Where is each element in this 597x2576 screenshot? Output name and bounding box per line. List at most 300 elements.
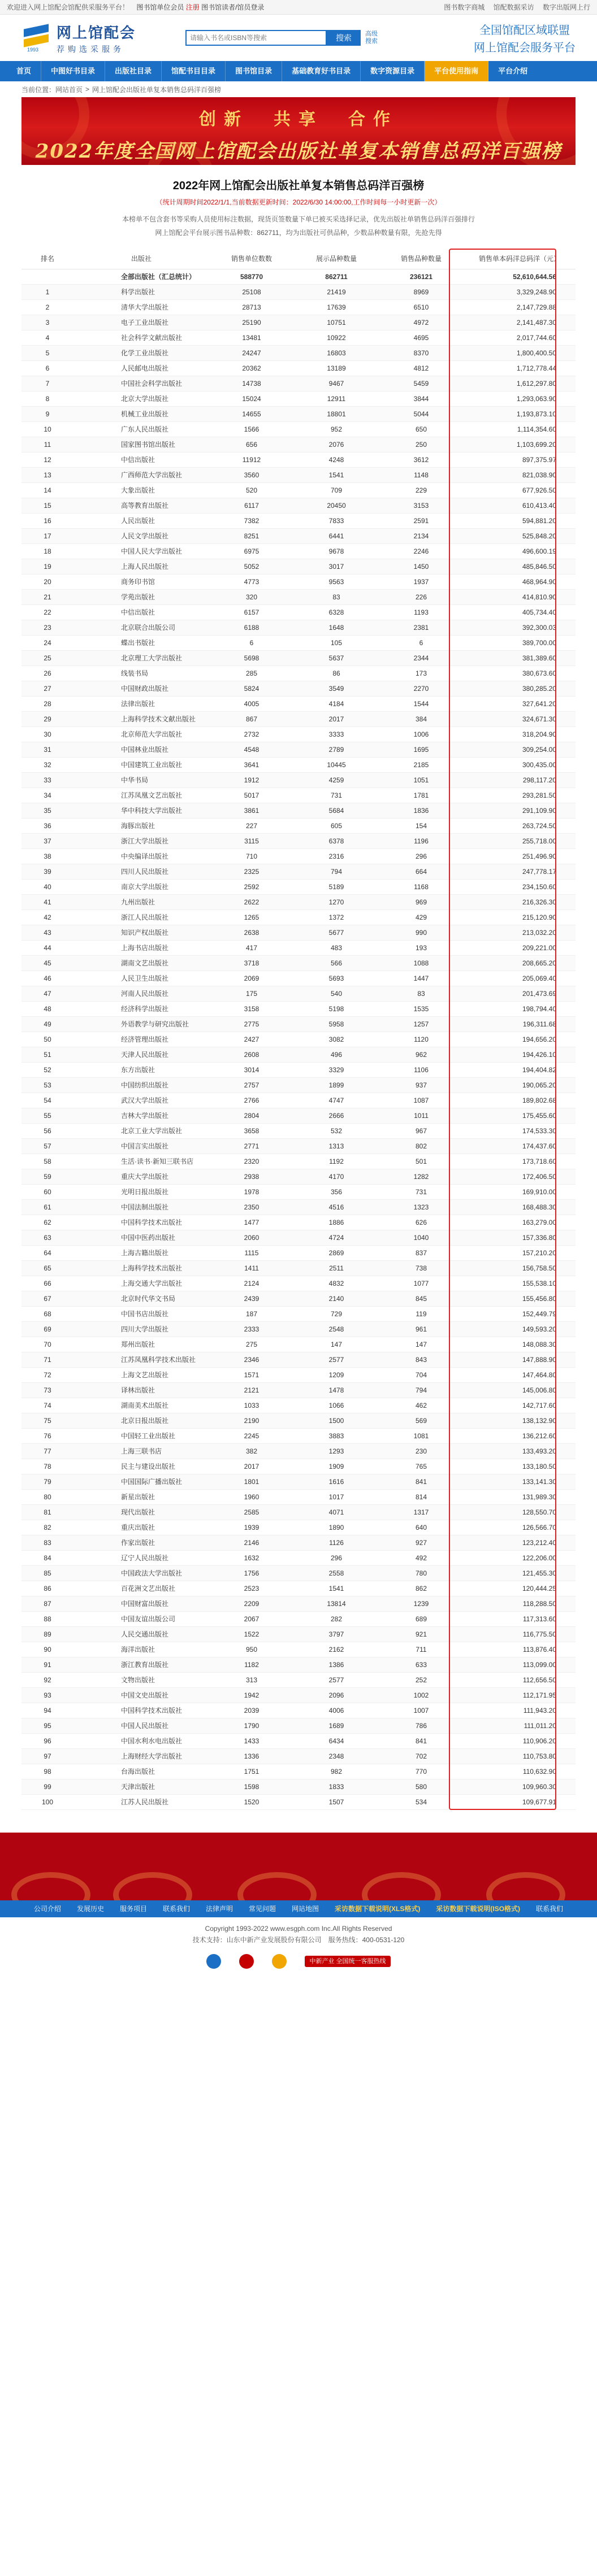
sold-titles-cell: 845 [379,1291,464,1306]
total-value-cell: 380,673.60 [464,665,576,681]
publisher-cell[interactable]: 商务印书馆 [73,574,209,589]
total-value-cell: 525,848.20 [464,528,576,543]
footer-link[interactable]: 常见问题 [249,1905,276,1913]
publisher-cell[interactable]: 中国轻工业出版社 [73,1428,209,1443]
units-cell: 4548 [209,742,294,757]
publisher-cell[interactable]: 江苏人民出版社 [73,1794,209,1809]
publisher-cell[interactable]: 中国纺织出版社 [73,1077,209,1093]
publisher-cell[interactable]: 海豚出版社 [73,818,209,833]
rank-cell: 58 [21,1154,73,1169]
service-hotline-badge[interactable]: 中新产业 全国统一客服热线 [305,1956,390,1967]
sold-titles-cell: 626 [379,1215,464,1230]
reader-login-link[interactable]: 图书馆读者/馆员登录 [201,3,265,11]
sold-titles-cell: 193 [379,940,464,955]
total-value-cell: 138,132.90 [464,1413,576,1428]
total-value-cell: 300,435.00 [464,757,576,772]
units-cell: 588770 [209,269,294,284]
footer-link[interactable]: 联系我们 [162,1905,190,1913]
footer-link[interactable]: 公司介绍 [33,1905,61,1913]
publisher-cell[interactable]: 知识产权出版社 [73,925,209,940]
units-cell: 24247 [209,345,294,360]
rank-cell: 95 [21,1718,73,1733]
publisher-cell[interactable]: 生活·读书·新知三联书店 [73,1154,209,1169]
total-value-cell: 594,881.20 [464,513,576,528]
publisher-cell[interactable]: 湖南美术出版社 [73,1398,209,1413]
total-value-cell: 198,794.40 [464,1001,576,1016]
rank-cell: 8 [21,391,73,406]
publisher-cell[interactable]: 九州出版社 [73,894,209,910]
publisher-cell[interactable]: 江苏凤凰科学技术出版社 [73,1352,209,1367]
footer-link-iso-guide[interactable]: 采访数据下载说明(ISO格式) [436,1905,521,1913]
units-cell: 2320 [209,1154,294,1169]
rank-cell: 99 [21,1779,73,1794]
units-cell: 2439 [209,1291,294,1306]
publisher-cell[interactable]: 上海交通大学出版社 [73,1276,209,1291]
publisher-cell[interactable]: 中国水利水电出版社 [73,1733,209,1748]
sold-titles-cell: 83 [379,986,464,1001]
publisher-cell[interactable]: 人民交通出版社 [73,1626,209,1642]
publisher-cell[interactable]: 中国政法大学出版社 [73,1565,209,1581]
table-row [21,1199,576,1215]
publisher-cell[interactable]: 中国人民出版社 [73,1718,209,1733]
table-row [21,803,576,818]
shown-titles-cell: 952 [294,421,379,437]
publisher-cell[interactable]: 社会科学文献出版社 [73,330,209,345]
advanced-search-link[interactable]: 高级搜索 [365,31,378,45]
publisher-cell[interactable]: 四川大学出版社 [73,1321,209,1337]
publisher-cell[interactable]: 中国科学技术出版社 [73,1215,209,1230]
publisher-cell[interactable]: 北京日报出版社 [73,1413,209,1428]
publisher-cell[interactable]: 清华大学出版社 [73,299,209,315]
nav-digital-resources[interactable]: 数字资源目录 [361,61,425,81]
publisher-cell[interactable]: 重庆大学出版社 [73,1169,209,1184]
units-cell: 1520 [209,1794,294,1809]
shown-titles-cell: 1270 [294,894,379,910]
publisher-cell[interactable]: 全部出版社（汇总统计） [73,269,209,284]
publisher-cell[interactable]: 中信出版社 [73,452,209,467]
units-cell: 5052 [209,559,294,574]
rank-cell: 68 [21,1306,73,1321]
publisher-cell[interactable]: 吉林大学出版社 [73,1108,209,1123]
nav-platform-intro[interactable]: 平台介绍 [498,67,528,75]
publisher-cell[interactable]: 上海文艺出版社 [73,1367,209,1382]
publisher-cell[interactable]: 北京大学出版社 [73,391,209,406]
shown-titles-cell: 4724 [294,1230,379,1245]
publisher-cell[interactable]: 浙江大学出版社 [73,833,209,848]
rank-cell: 100 [21,1794,73,1809]
publisher-cell[interactable]: 经济科学出版社 [73,1001,209,1016]
shown-titles-cell: 2140 [294,1291,379,1306]
publisher-cell[interactable]: 百花洲文艺出版社 [73,1581,209,1596]
sold-titles-cell: 1323 [379,1199,464,1215]
nav-library-catalog[interactable]: 图书馆目录 [226,61,282,81]
table-row [21,467,576,482]
publisher-cell[interactable]: 郑州出版社 [73,1337,209,1352]
rank-cell: 25 [21,650,73,665]
rank-cell: 48 [21,1001,73,1016]
shown-titles-cell: 2558 [294,1565,379,1581]
publisher-cell[interactable]: 台海出版社 [73,1764,209,1779]
total-value-cell: 175,455.60 [464,1108,576,1123]
units-cell: 2804 [209,1108,294,1123]
publisher-cell[interactable]: 法律出版社 [73,696,209,711]
banner-title: 2022年度全国网上馆配会出版社单复本销售总码洋百强榜 [35,140,562,163]
table-row [21,1748,576,1764]
table-row [21,1382,576,1398]
rank-cell: 28 [21,696,73,711]
total-value-cell: 152,449.79 [464,1306,576,1321]
publisher-cell[interactable]: 南京大学出版社 [73,879,209,894]
breadcrumb-home[interactable]: 网站首页 [55,85,83,94]
total-value-cell: 133,141.30 [464,1474,576,1489]
publisher-cell[interactable]: 新星出版社 [73,1489,209,1504]
rank-cell: 57 [21,1138,73,1154]
sold-titles-cell: 967 [379,1123,464,1138]
publisher-cell[interactable]: 人民文学出版社 [73,528,209,543]
table-row [21,711,576,726]
table-row [21,391,576,406]
units-cell: 1756 [209,1565,294,1581]
publisher-cell[interactable]: 机械工业出版社 [73,406,209,421]
publisher-cell[interactable]: 中国财政出版社 [73,681,209,696]
total-value-cell: 157,336.80 [464,1230,576,1245]
publisher-cell[interactable]: 中国科学技术出版社 [73,1703,209,1718]
publisher-cell[interactable]: 中国文史出版社 [73,1687,209,1703]
rank-cell: 3 [21,315,73,330]
table-row [21,1032,576,1047]
footer-link[interactable]: 网站地图 [292,1905,319,1913]
table-row [21,726,576,742]
rank-cell: 82 [21,1520,73,1535]
sold-titles-cell: 640 [379,1520,464,1535]
publisher-cell[interactable]: 中国建筑工业出版社 [73,757,209,772]
shown-titles-cell: 3549 [294,681,379,696]
publisher-cell[interactable]: 北京工业大学出版社 [73,1123,209,1138]
china-logo-icon[interactable] [239,1954,256,1969]
shown-titles-cell: 4170 [294,1169,379,1184]
publisher-cell[interactable]: 河南人民出版社 [73,986,209,1001]
shown-titles-cell: 1899 [294,1077,379,1093]
digital-publishing-link[interactable]: 数字出版网上行 [542,3,590,11]
publisher-cell[interactable]: 上海古籍出版社 [73,1245,209,1260]
publisher-cell[interactable]: 上海财经大学出版社 [73,1748,209,1764]
publisher-cell[interactable]: 人民出版社 [73,513,209,528]
publisher-cell[interactable]: 中国财富出版社 [73,1596,209,1611]
publisher-cell[interactable]: 中国中医药出版社 [73,1230,209,1245]
units-cell: 1566 [209,421,294,437]
security-seal-icon[interactable] [272,1954,289,1969]
publisher-cell[interactable]: 中信出版社 [73,604,209,620]
table-row [21,1260,576,1276]
publisher-cell[interactable]: 外语教学与研究出版社 [73,1016,209,1032]
units-cell: 2190 [209,1413,294,1428]
rank-cell: 67 [21,1291,73,1306]
publisher-cell[interactable]: 天津人民出版社 [73,1047,209,1062]
rank-cell: 51 [21,1047,73,1062]
rank-cell: 26 [21,665,73,681]
publisher-cell[interactable]: 作家出版社 [73,1535,209,1550]
publisher-cell[interactable]: 文物出版社 [73,1672,209,1687]
publisher-cell[interactable]: 北京师范大学出版社 [73,726,209,742]
table-row [21,315,576,330]
total-value-cell: 156,758.50 [464,1260,576,1276]
sold-titles-cell: 689 [379,1611,464,1626]
units-cell: 1751 [209,1764,294,1779]
data-procurement-link[interactable]: 馆配数据采访 [493,3,534,11]
register-link[interactable]: 注册 [185,3,200,11]
units-cell: 227 [209,818,294,833]
publisher-cell[interactable]: 上海书店出版社 [73,940,209,955]
publisher-cell[interactable]: 上海人民出版社 [73,559,209,574]
shown-titles-cell: 566 [294,955,379,971]
total-value-cell: 2,147,729.88 [464,299,576,315]
units-cell: 3560 [209,467,294,482]
publisher-cell[interactable]: 人民邮电出版社 [73,360,209,376]
site-header [0,15,597,61]
rank-cell: 53 [21,1077,73,1093]
publisher-cell[interactable]: 中国书店出版社 [73,1306,209,1321]
search-input[interactable] [185,30,327,46]
table-row [21,1306,576,1321]
total-value-cell: 52,610,644.56 [464,269,576,284]
publisher-cell[interactable]: 人民卫生出版社 [73,971,209,986]
nav-usage-guide[interactable]: 平台使用指南 [425,61,488,81]
publisher-cell[interactable]: 化学工业出版社 [73,345,209,360]
page-banner [21,97,576,165]
rank-cell: 18 [21,543,73,559]
units-cell: 2067 [209,1611,294,1626]
publisher-cell[interactable]: 中国国际广播出版社 [73,1474,209,1489]
table-row [21,528,576,543]
rank-cell: 62 [21,1215,73,1230]
total-value-cell: 155,456.80 [464,1291,576,1306]
publisher-cell[interactable]: 电子工业出版社 [73,315,209,330]
publisher-cell[interactable]: 东方出版社 [73,1062,209,1077]
total-value-cell: 117,313.60 [464,1611,576,1626]
units-cell: 2069 [209,971,294,986]
footer-link[interactable]: 发展历史 [76,1905,104,1913]
site-logo[interactable] [21,21,168,55]
note-line: 网上馆配会平台展示图书品种数：862711，均为出版社可供品种，少数品种数量有限，先抢先得 [155,229,442,237]
footer-link[interactable]: 联系我们 [536,1905,564,1913]
table-row [21,1779,576,1794]
publisher-cell[interactable]: 天津出版社 [73,1779,209,1794]
table-row [21,940,576,955]
units-cell: 6157 [209,604,294,620]
publisher-cell[interactable]: 蝶出书版社 [73,635,209,650]
publisher-cell[interactable]: 民主与建设出版社 [73,1459,209,1474]
units-cell: 3861 [209,803,294,818]
publisher-cell[interactable]: 华中科技大学出版社 [73,803,209,818]
shown-titles-cell: 6434 [294,1733,379,1748]
sold-titles-cell: 226 [379,589,464,604]
publisher-cell[interactable]: 重庆出版社 [73,1520,209,1535]
units-cell: 2325 [209,864,294,879]
publisher-cell[interactable]: 北京联合出版公司 [73,620,209,635]
total-value-cell: 189,802.68 [464,1093,576,1108]
logo-title: 网上馆配会 [57,24,136,41]
rank-cell: 16 [21,513,73,528]
rank-cell: 50 [21,1032,73,1047]
publisher-cell[interactable]: 中国言实出版社 [73,1138,209,1154]
publisher-cell[interactable]: 海洋出版社 [73,1642,209,1657]
table-row [21,1733,576,1748]
shown-titles-cell: 1833 [294,1779,379,1794]
sold-titles-cell: 492 [379,1550,464,1565]
nav-home[interactable]: 首页 [7,61,41,81]
nav-zhongtu-catalog[interactable]: 中图好书目录 [41,61,105,81]
shown-titles-cell: 1500 [294,1413,379,1428]
rank-cell: 85 [21,1565,73,1581]
publisher-cell[interactable]: 上海科学技术出版社 [73,1260,209,1276]
total-value-cell: 163,279.00 [464,1215,576,1230]
units-cell: 313 [209,1672,294,1687]
publisher-cell[interactable]: 浙江教育出版社 [73,1657,209,1672]
sold-titles-cell: 569 [379,1413,464,1428]
footer-link[interactable]: 服务项目 [119,1905,147,1913]
sold-titles-cell: 1447 [379,971,464,986]
total-value-cell: 194,656.20 [464,1032,576,1047]
publisher-cell[interactable]: 光明日报出版社 [73,1184,209,1199]
shown-titles-cell: 1616 [294,1474,379,1489]
rank-cell: 52 [21,1062,73,1077]
member-login-link[interactable]: 图书馆单位会员 [136,3,184,11]
total-value-cell: 234,150.60 [464,879,576,894]
total-value-cell: 496,600.19 [464,543,576,559]
publisher-cell[interactable]: 广西师范大学出版社 [73,467,209,482]
publisher-cell[interactable]: 北京时代华文书局 [73,1291,209,1306]
units-cell: 2757 [209,1077,294,1093]
sold-titles-cell: 2246 [379,543,464,559]
sold-titles-cell: 1002 [379,1687,464,1703]
table-row [21,1047,576,1062]
shown-titles-cell: 1313 [294,1138,379,1154]
publisher-cell[interactable]: 高等教育出版社 [73,498,209,513]
total-value-cell: 110,753.80 [464,1748,576,1764]
units-cell: 2121 [209,1382,294,1398]
shown-titles-cell: 4071 [294,1504,379,1520]
nav-library-books-catalog[interactable]: 馆配书目目录 [162,61,226,81]
table-row [21,376,576,391]
publisher-cell[interactable]: 中国友谊出版公司 [73,1611,209,1626]
units-cell: 2146 [209,1535,294,1550]
table-row [21,1001,576,1016]
nav-basic-education-catalog[interactable]: 基础教育好书目录 [282,61,361,81]
publisher-cell[interactable]: 中国人民大学出版社 [73,543,209,559]
publisher-cell[interactable]: 江苏凤凰文艺出版社 [73,787,209,803]
publisher-cell[interactable]: 北京理工大学出版社 [73,650,209,665]
sold-titles-cell: 633 [379,1657,464,1672]
units-cell: 5824 [209,681,294,696]
shown-titles-cell: 2577 [294,1672,379,1687]
header-slogan: 全国馆配区域联盟 网上馆配会服务平台 [474,24,576,54]
publisher-cell[interactable]: 大象出版社 [73,482,209,498]
rank-cell: 96 [21,1733,73,1748]
shown-titles-cell: 1192 [294,1154,379,1169]
total-value-cell: 149,593.20 [464,1321,576,1337]
rank-cell: 98 [21,1764,73,1779]
publisher-cell[interactable]: 上海科学技术文献出版社 [73,711,209,726]
col-shown-titles-header: 展示品种数量 [294,249,379,269]
publisher-cell[interactable]: 线装书局 [73,665,209,681]
total-value-cell: 172,406.50 [464,1169,576,1184]
rank-cell: 23 [21,620,73,635]
publisher-cell[interactable]: 国家图书馆出版社 [73,437,209,452]
rank-cell: 45 [21,955,73,971]
footer-link-xls-guide[interactable]: 采访数据下载说明(XLS格式) [335,1905,421,1913]
units-cell: 2039 [209,1703,294,1718]
table-row [21,1520,576,1535]
nav-publisher-catalog[interactable]: 出版社目录 [105,61,162,81]
top-bar-right [437,2,590,12]
publisher-cell[interactable]: 广东人民出版社 [73,421,209,437]
units-cell: 4005 [209,696,294,711]
search-button[interactable]: 搜索 [327,30,361,46]
units-cell: 1477 [209,1215,294,1230]
shown-titles-cell: 605 [294,818,379,833]
publisher-cell[interactable]: 现代出版社 [73,1504,209,1520]
police-badge-icon[interactable] [206,1954,223,1969]
footer-nav [0,1900,597,1917]
rank-cell: 9 [21,406,73,421]
sold-titles-cell: 384 [379,711,464,726]
footer-link[interactable]: 法律声明 [205,1905,233,1913]
total-value-cell: 327,641.20 [464,696,576,711]
sold-titles-cell: 862 [379,1581,464,1596]
total-value-cell: 1,193,873.10 [464,406,576,421]
publisher-cell[interactable]: 中国法制出版社 [73,1199,209,1215]
total-value-cell: 116,775.50 [464,1626,576,1642]
publisher-cell[interactable]: 中华书局 [73,772,209,787]
publisher-cell[interactable]: 浙江人民出版社 [73,910,209,925]
publisher-cell[interactable]: 译林出版社 [73,1382,209,1398]
publisher-cell[interactable]: 湖南文艺出版社 [73,955,209,971]
units-cell: 2938 [209,1169,294,1184]
sold-titles-cell: 2134 [379,528,464,543]
publisher-cell[interactable]: 经济管理出版社 [73,1032,209,1047]
sold-titles-cell: 1120 [379,1032,464,1047]
publisher-cell[interactable]: 中国林业出版社 [73,742,209,757]
shown-titles-cell: 1293 [294,1443,379,1459]
digital-store-link[interactable]: 图书数字商城 [444,3,485,11]
units-cell: 1790 [209,1718,294,1733]
publisher-cell[interactable]: 武汉大学出版社 [73,1093,209,1108]
rank-cell: 22 [21,604,73,620]
table-row [21,1184,576,1199]
publisher-cell[interactable]: 辽宁人民出版社 [73,1550,209,1565]
units-cell: 2124 [209,1276,294,1291]
rank-cell: 55 [21,1108,73,1123]
total-value-cell: 133,180.50 [464,1459,576,1474]
copyright-text: Copyright 1993-2022 www.esgph.com Inc.All Rights Reserved [205,1924,392,1933]
publisher-cell[interactable]: 科学出版社 [73,284,209,299]
total-value-cell: 291,109.90 [464,803,576,818]
sold-titles-cell: 173 [379,665,464,681]
publisher-cell[interactable]: 四川人民出版社 [73,864,209,879]
publisher-cell[interactable]: 学苑出版社 [73,589,209,604]
total-value-cell: 3,329,248.90 [464,284,576,299]
publisher-cell[interactable]: 上海三联书店 [73,1443,209,1459]
units-cell: 2608 [209,1047,294,1062]
publisher-cell[interactable]: 中央编译出版社 [73,848,209,864]
table-row [21,894,576,910]
total-value-cell: 122,206.00 [464,1550,576,1565]
table-row [21,559,576,574]
table-row [21,1672,576,1687]
units-cell: 520 [209,482,294,498]
sold-titles-cell: 1535 [379,1001,464,1016]
publisher-cell[interactable]: 中国社会科学出版社 [73,376,209,391]
